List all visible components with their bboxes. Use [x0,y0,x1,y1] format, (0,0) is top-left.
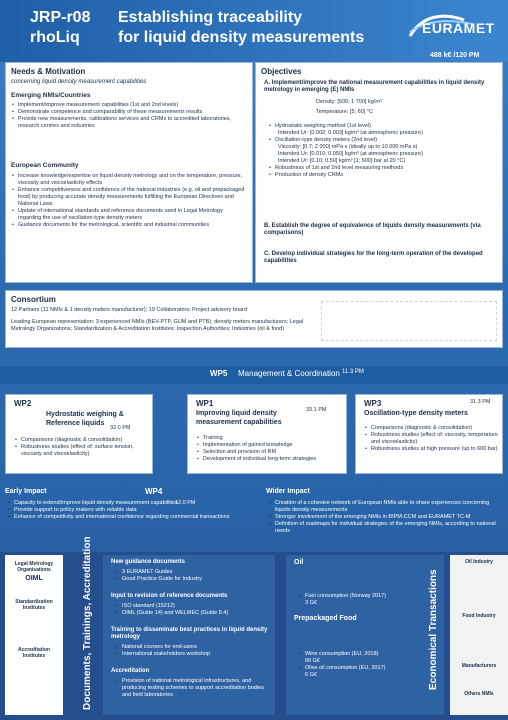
oil-item: 3 G€ [305,600,317,606]
wp3-panel [355,394,503,474]
needs-section1: Emerging NMIs/Countries [11,92,91,99]
objective-c: C. Develop individual strategies for the long-term operation of the developed capabilities [264,251,483,264]
training-item: • National courses for end-users [115,644,265,651]
code-line1: JRP-r08 [30,9,91,26]
needs-title: Needs & Motivation [11,67,86,76]
needs-bullet: • Implement/improve measurement capabilities (1st and 2nd levels) [11,102,247,109]
revision-title: Input to revision of reference documents [111,593,228,599]
oil-item: • Fuel consumption (Norway 2017) [298,593,438,600]
objective-a: A. Implement/improve the national measurement capabilities in liquid density metrology in emerging (E) NMIs [264,80,485,93]
project-code [30,8,90,48]
accreditation-title: Accreditation [111,668,150,674]
needs-section2: European Community [11,162,79,169]
wider-impact [266,488,503,550]
needs-bullet: • Update of international standards and reference documents used in Legal Metrology regarding the use of oscillation-type density meters [11,208,247,222]
food-item: 6 G€ [305,672,317,678]
food-item: 60 G€ [305,658,320,664]
objective-item: Intended Ur: [0.10; 0.50] kg/m³ [1; 600] bar at 20 °C) [278,158,406,164]
wp3-pm: 31.3 PM [470,399,491,405]
early-impact-item: • Enhance of competitivity and international confidence regarding commercial transactions [7,514,257,521]
objectives-panel [255,62,503,283]
left-label: Accreditation Institutes [18,647,50,659]
title-line1: Establishing traceability [118,9,303,26]
wp1-pm: 33.1 PM [306,407,327,413]
left-label: OIML [25,575,43,582]
wp1-panel [187,394,347,474]
revision-item: • ISO standard (15212) [115,603,265,610]
wp3-bullet: • Robustness studies at high pressure (up to 600 bar) [364,446,500,453]
consortium-title: Consortium [11,295,56,304]
wp5-label: WP5 [210,369,228,378]
wp5-text: Management & Coordination [238,369,340,378]
wp2-pm: 32.0 PM [110,425,131,431]
food-title: Prepackaged Food [294,615,357,622]
wider-impact-item: • Stronger involvement of the emerging NMIs in BIPM-CCM and EURAMET TC-M [268,514,501,521]
temperature-range: Temperature: [5; 60] °C [316,109,373,115]
objective-item: • Robustness of 1st and 2nd level measuring methods [268,165,493,172]
objective-item: Intended Ur: [0.010; 0.050] kg/m³ (at atmospheric pressure) [278,151,423,157]
needs-panel [5,62,253,283]
objective-item: • Hydrostatic weighing method (1st level) [268,123,493,130]
wp1-title2: measurement capabilities [196,419,282,426]
consortium-map [321,301,497,341]
wp1-bullet: • Training [196,435,344,442]
right-label: Oil Industry [465,559,493,565]
right-label: Food Industry [462,613,496,619]
wp3-title1: Oscillation-type density meters [364,410,468,417]
stakeholders-left [5,555,63,715]
training-title: Training to disseminate best practices in liquid density metrology [111,627,268,640]
vertical-left-label: Documents, Trainings, Accreditation [82,536,93,710]
density-range: Density: [600; 1 700] kg/m³ [316,99,382,105]
code-line2: rhoLiq [30,29,80,46]
needs-bullet: • Guidance documents for the metrological, scientific and industrial communities [11,222,247,229]
budget: 488 k€ /120 PM [430,52,480,59]
objective-b: B. Establish the degree of equivalence of liquids density measurements (via comparisons) [264,223,481,236]
consortium-line2: Leading European representation: 3 experienced NMIs (BEV-PTP, GUM and PTB); density meters manufacturers; Legal Metrology Organizations; Standardization & Accreditation Institutes; Inspection Authorities; Industries (oil & food) [11,319,304,332]
early-impact-item: • Capacity to extend/improve liquid density measurement capabilities [7,500,257,507]
guidance-item: • 3 EURAMET Guides [115,569,265,576]
objective-item: Intended Ur: [0.002; 0.003] kg/m³ (at atmospheric pressure) [278,130,423,136]
wp2-label: WP2 [14,399,32,408]
objective-item: • Oscillation-type density meters (2nd level) [268,137,493,144]
wp3-bullet: • Robustness studies (effect of: viscosity, temperature and viscoelasticity) [364,432,500,446]
wp1-bullet: • Development of individual long-term strategies [196,456,344,463]
needs-bullet: • Demonstrate competence and comparability of these measurements results [11,109,247,116]
documents-column [103,555,275,715]
wp1-label: WP1 [196,399,214,408]
wp5-bar [0,366,508,384]
oil-title: Oil [294,559,304,566]
wp2-bullet: • Robustness studies (effect of: surface tension, viscosity and viscoelasticity) [14,444,150,458]
wp4-label: WP4 [145,487,163,496]
wp1-bullet: • Implementation of gained knowledge [196,442,344,449]
vertical-right-label: Economical Transactions [428,569,439,690]
needs-bullet: • Enhance competitiveness and confidence of the national industries (e.g. oil and prepackaged food) by producing accurate density measurements fulfilling the European Directives and National Laws [11,187,247,208]
objectives-title: Objectives [261,67,302,76]
needs-bullet: • Provide new measurements, calibrations services and CRMs to accredited laboratories, research centres and industries [11,116,247,130]
training-item: • International stakeholders workshop [115,651,265,658]
objective-item: Viscosity: [0.7; 2 000] mPa s (ideally up to 10 000 mPa s) [278,144,418,150]
right-label: Others NMIs [464,691,494,697]
needs-subtitle: concerning liquid density measurement capabilities [11,79,147,85]
guidance-item: • Good Practice Guide for Industry [115,576,265,583]
economic-column [286,555,444,715]
title-line2: for liquid density measurements [118,29,365,46]
wp5-pm: 11.3 PM [342,369,364,375]
consortium-line1: 12 Partners (11 NMIs & 1 density meters manufacturer); 19 Collaborators; Project advisory board [11,307,247,313]
early-impact-item: • Provide support to policy makers with reliable data [7,507,257,514]
right-label: Manufacturers [461,663,497,669]
poster-title [118,8,364,48]
left-label: Legal Metrology Organisations [14,561,54,573]
food-item: • Wine consumption (EU, 2018) [298,651,438,658]
accreditation-item: • Provision of national metrological infrastructures, and producing testing schemes to support accreditation bodies and field laboratories [115,678,270,699]
stakeholders-right [450,555,508,715]
wp2-panel [5,394,153,474]
food-item: • Olive oil consumption (EU, 2017) [298,665,438,672]
wp2-bullet: • Comparisons (diagnostic & consolidation) [14,437,150,444]
early-impact [5,488,260,550]
early-impact-title: Early Impact [5,488,47,495]
revision-item: • OIML (Guide 14) and WELMEC (Guide 8.4) [115,610,265,617]
guidance-title: New guidance documents [111,559,186,565]
wp3-bullet: • Comparisons (diagnostic & consolidation) [364,425,500,432]
wp1-bullet: • Selection and provision of RM [196,449,344,456]
wider-impact-item: • Creation of a cohesive network of European NMIs able to share experiences concerning liquids density measurements [268,500,501,514]
wp2-title1: Hydrostatic weighing & [46,411,124,418]
wider-impact-item: • Definition of roadmaps for individual strategies of the emerging NMIs, according to national needs [268,521,501,535]
wp1-title1: Improving liquid density [196,410,277,417]
wp4-pm: 12.0 PM [175,500,196,506]
wp2-title2: Reference liquids [46,420,105,427]
wider-impact-title: Wider Impact [266,488,310,495]
euramet-logo-text: EURAMET [422,20,495,36]
left-label: Standardization Institutes [15,599,53,611]
consortium-panel [5,290,503,348]
objective-item: • Production of density CRMs [268,172,493,179]
wp3-label: WP3 [364,399,382,408]
needs-bullet: • Increase knowledge/expertise on liquid density metrology and on the temperature, pressure, viscosity and viscoelasticity effects [11,173,247,187]
